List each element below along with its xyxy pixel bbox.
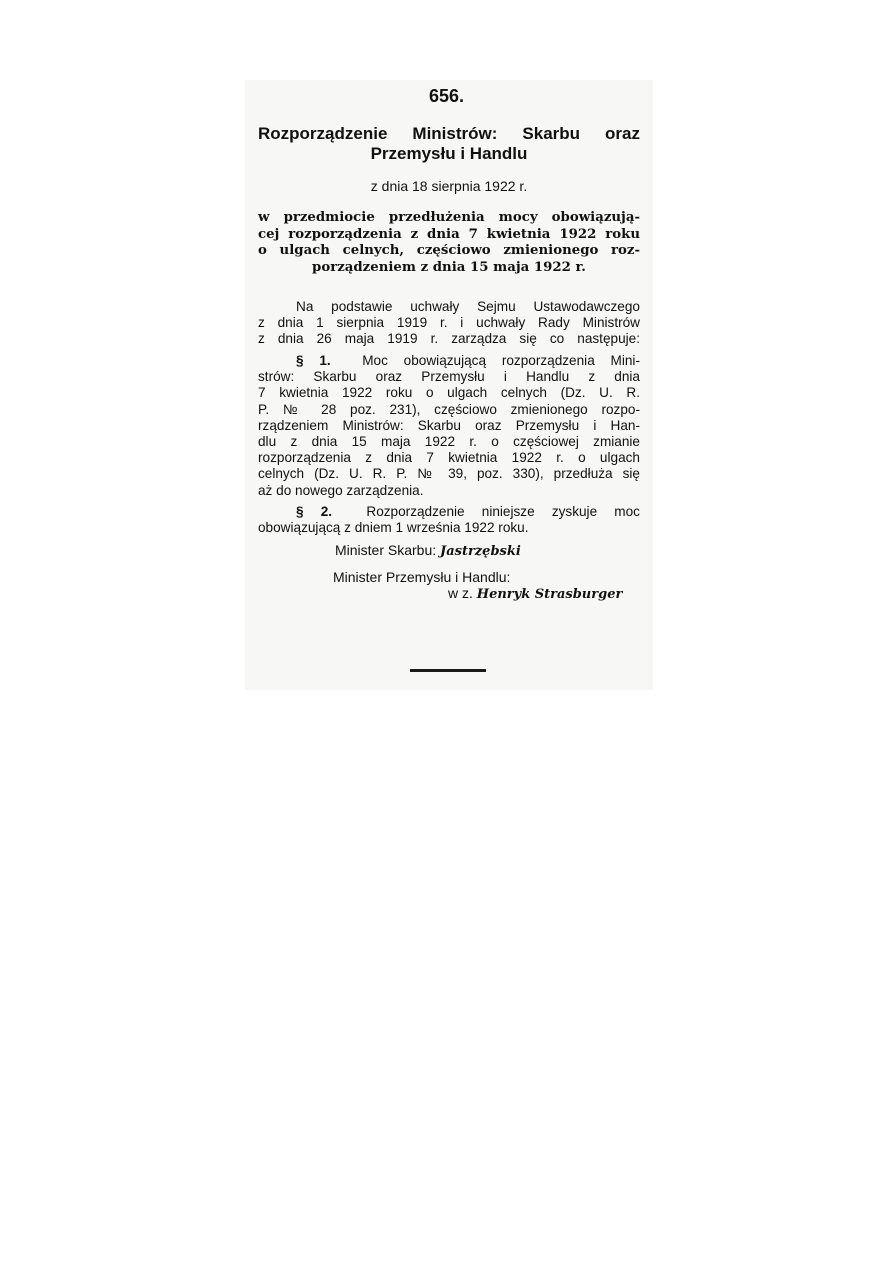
signature-prefix: w z. <box>448 585 473 601</box>
intro-line: Na podstawie uchwały Sejmu Ustawodawczego <box>296 299 640 314</box>
paragraph-line: P. № 28 poz. 231), częściowo zmienionego rozpo- <box>258 401 640 417</box>
intro-line: z dnia 1 sierpnia 1919 r. i uchwały Rady Ministrów <box>258 315 640 331</box>
closing-rule <box>410 669 486 672</box>
signature-name: Jastrzębski <box>440 544 521 559</box>
paragraph-line: celnych (Dz. U. R. P. № 39, poz. 330), przedłuża się <box>258 466 640 482</box>
document-title <box>258 124 640 164</box>
paragraph-line: aż do nowego zarządzenia. <box>258 482 424 498</box>
document-subject <box>258 210 640 276</box>
title-line: Przemysłu i Handlu <box>370 144 528 163</box>
paragraph-line: 7 kwietnia 1922 roku o ulgach celnych (Dz. U. R. <box>258 385 640 401</box>
subject-line: cej rozporządzenia z dnia 7 kwietnia 1922 roku <box>258 226 640 242</box>
paragraph-text: Moc obowiązującą rozporządzenia Mini- <box>362 353 640 368</box>
paragraph-number: § 1. <box>296 353 331 368</box>
paragraph-2 <box>258 504 640 536</box>
paragraph-first-line <box>258 504 640 520</box>
paragraph-line: strów: Skarbu oraz Przemysłu i Handlu z dnia <box>258 369 640 385</box>
paragraph-first-line <box>258 353 640 369</box>
intro-line: z dnia 26 maja 1919 r. zarządza się co następuje: <box>258 331 640 347</box>
intro-paragraph <box>258 299 640 348</box>
document-date: z dnia 18 sierpnia 1922 r. <box>370 178 528 194</box>
paragraph-line: rządzeniem Ministrów: Skarbu oraz Przemysłu i Han- <box>258 417 640 433</box>
title-line: Rozporządzenie Ministrów: Skarbu oraz <box>258 124 640 143</box>
paragraph-line: dlu z dnia 15 maja 1922 r. o częściowej zmianie <box>258 434 640 450</box>
page-number: 656. <box>428 86 465 106</box>
signature-label: Minister Skarbu: <box>335 542 437 558</box>
paragraph-line: rozporządzenia z dnia 7 kwietnia 1922 r. o ulgach <box>258 450 640 466</box>
signature-industry-label: Minister Przemysłu i Handlu: <box>333 569 511 585</box>
paragraph-line: obowiązującą z dniem 1 września 1922 roku. <box>258 520 529 536</box>
paragraph-number: § 2. <box>296 504 333 519</box>
paragraph-1 <box>258 353 640 499</box>
signature-treasury <box>335 542 521 559</box>
paragraph-text: Rozporządzenie niniejsze zyskuje moc <box>366 504 640 519</box>
signature-name: Henryk Strasburger <box>476 587 623 602</box>
signature-industry <box>448 585 622 602</box>
subject-line: porządzeniem z dnia 15 maja 1922 r. <box>312 259 586 275</box>
subject-line: o ulgach celnych, częściowo zmienionego roz- <box>258 243 640 258</box>
subject-line: w przedmiocie przedłużenia mocy obowiązują- <box>258 210 640 225</box>
